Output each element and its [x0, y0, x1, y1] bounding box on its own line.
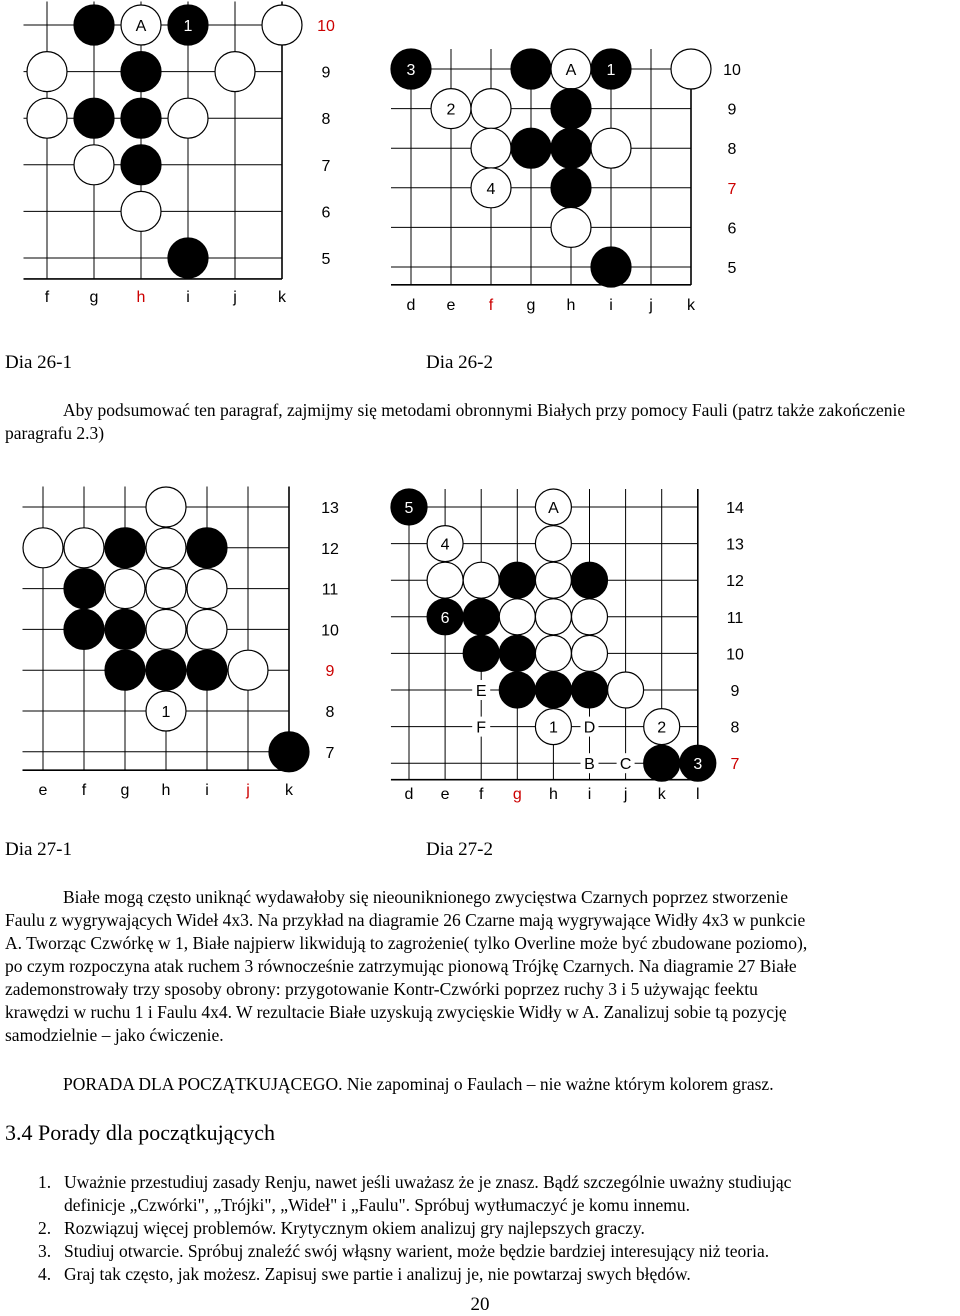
page-number: 20	[470, 1294, 490, 1315]
white-stone	[262, 5, 302, 45]
row-label: 9	[325, 663, 335, 681]
row-label: 10	[726, 646, 744, 664]
row-label: 6	[321, 204, 331, 222]
white-stone	[64, 528, 104, 568]
white-stone	[427, 562, 463, 598]
list-number: 4.	[38, 1264, 52, 1284]
col-label: d	[404, 786, 414, 803]
list-item	[5, 1240, 955, 1263]
row-label: 7	[730, 756, 740, 774]
stone-label: 4	[440, 536, 450, 554]
stone-label: A	[548, 500, 559, 517]
white-stone	[535, 599, 571, 635]
black-stone	[511, 49, 551, 89]
white-stone	[671, 49, 711, 89]
black-stone	[74, 98, 114, 138]
col-label: i	[186, 289, 190, 306]
col-label: d	[406, 297, 416, 314]
white-stone	[146, 609, 186, 649]
stone-label: 2	[446, 101, 456, 119]
paragraph-line: krawędzi w ruchu 1 i Faulu 4x4. W rezultacie Białe uzyskują zwycięskie Widły w A. Zanalizuj sobie tą pozycję	[5, 1002, 787, 1022]
col-label: j	[649, 297, 653, 314]
list-text: definicje „Czwórki", „Trójki", „Wideł" i „Faulu". Spróbuj wytłumaczyć je komu innemu.	[64, 1195, 690, 1215]
caption-dia26-1: Dia 26-1	[5, 352, 73, 373]
paragraph-intro: Aby podsumować ten paragraf, zajmijmy się metodami obronnymi Białych przy pomocy Fauli (patrz także zakończenie paragrafu 2.3)	[5, 400, 906, 443]
col-label: e	[38, 782, 48, 799]
black-stone	[499, 562, 535, 598]
row-label: 13	[726, 536, 744, 554]
col-label: e	[440, 786, 450, 803]
col-label: l	[696, 786, 700, 803]
white-stone	[105, 569, 145, 609]
white-stone	[463, 562, 499, 598]
col-label: f	[478, 786, 484, 803]
white-stone	[535, 562, 571, 598]
white-stone	[168, 98, 208, 138]
caption-dia27-1: Dia 27-1	[5, 839, 73, 860]
go-diagrams	[0, 0, 960, 340]
list-number: 2.	[38, 1218, 52, 1238]
list-number: 3.	[38, 1241, 52, 1261]
white-stone	[591, 128, 631, 168]
col-label: h	[161, 782, 171, 799]
row-label: 6	[727, 220, 737, 238]
white-stone	[215, 52, 255, 92]
board-dia26-2	[391, 49, 741, 314]
stone-label: A	[135, 18, 147, 35]
stone-label: 1	[606, 62, 616, 79]
white-stone	[27, 98, 67, 138]
point-marker: F	[476, 719, 487, 737]
col-label: i	[609, 297, 613, 314]
point-marker: C	[619, 756, 632, 774]
stone-label: 1	[161, 704, 171, 721]
col-label: j	[233, 289, 237, 306]
col-label: h	[566, 297, 576, 314]
black-stone	[187, 650, 227, 690]
row-label: 7	[321, 157, 331, 175]
list-text: Graj tak często, jak możesz. Zapisuj swe partie i analizuj je, nie powtarzaj swych błędów.	[64, 1264, 691, 1284]
col-label: f	[44, 289, 50, 306]
tips-list	[5, 1171, 955, 1286]
stone-label: 6	[440, 609, 450, 627]
black-stone	[168, 238, 208, 278]
col-label: k	[278, 289, 286, 306]
list-text: Uważnie przestudiuj zasady Renju, nawet jeśli uważasz że je znasz. Bądź szczególnie uważny studiując	[64, 1172, 792, 1192]
black-stone	[499, 635, 535, 671]
black-stone	[105, 609, 145, 649]
black-stone	[591, 247, 631, 287]
col-label: g	[526, 297, 536, 314]
row-label: 8	[325, 704, 335, 721]
stone-label: 5	[404, 500, 414, 517]
col-label: i	[205, 782, 209, 799]
black-stone	[463, 599, 499, 635]
row-label: 9	[321, 64, 331, 82]
white-stone	[572, 599, 608, 635]
white-stone	[551, 207, 591, 247]
black-stone	[64, 609, 104, 649]
stone-label: 4	[486, 180, 496, 198]
paragraph-line: A. Tworząc Czwórkę w 1, Białe najpierw likwidują to zagrożenie( tylko Overline może być zbudowane poziomo),	[5, 933, 808, 953]
col-label: f	[81, 782, 87, 799]
paragraph-line: Faulu z wygrywających Wideł 4x3. Na przykład na diagramie 26 Czarne mają wygrywające Widły 4x3 w punkcie	[5, 910, 806, 930]
black-stone	[463, 635, 499, 671]
white-stone	[535, 635, 571, 671]
row-label: 5	[727, 260, 737, 277]
paragraph-line: Białe mogą często uniknąć wydawałoby się nieouniknionego zwycięstwa Czarnych poprzez stworzenie	[63, 887, 789, 907]
black-stone	[146, 650, 186, 690]
caption-dia27-2: Dia 27-2	[426, 839, 494, 860]
row-label: 7	[325, 744, 335, 762]
col-label: f	[488, 297, 494, 314]
white-stone	[23, 528, 63, 568]
white-stone	[146, 487, 186, 527]
list-number: 1.	[38, 1172, 52, 1192]
row-label: 11	[726, 609, 744, 627]
white-stone	[572, 635, 608, 671]
board-dia27-2	[391, 489, 744, 803]
list-item	[5, 1217, 955, 1240]
paragraph-line: po czym rozpoczyna atak ruchem 3 równocześnie zatrzymując pionową Trójkę Czarnych. Na diagramie 27 Białe	[5, 956, 797, 976]
black-stone	[74, 5, 114, 45]
row-label: 12	[321, 540, 339, 558]
col-label: k	[687, 297, 695, 314]
list-item	[5, 1263, 955, 1286]
col-label: g	[512, 786, 522, 803]
list-text: Rozwiązuj więcej problemów. Krytycznym okiem analizuj gry najlepszych graczy.	[64, 1218, 645, 1238]
caption-dia26-2: Dia 26-2	[426, 352, 494, 373]
stone-label: 2	[657, 719, 667, 737]
black-stone	[535, 672, 571, 708]
col-label: e	[446, 297, 456, 314]
stone-label: A	[565, 62, 577, 79]
white-stone	[187, 569, 227, 609]
black-stone	[121, 145, 161, 185]
row-label: 13	[321, 500, 339, 517]
black-stone	[105, 650, 145, 690]
black-stone	[64, 569, 104, 609]
col-label: j	[246, 782, 250, 799]
black-stone	[187, 528, 227, 568]
col-label: k	[657, 786, 666, 803]
white-stone	[146, 528, 186, 568]
black-stone	[511, 128, 551, 168]
black-stone	[551, 168, 591, 208]
row-label: 10	[321, 622, 339, 640]
col-label: h	[548, 786, 558, 803]
white-stone	[608, 672, 644, 708]
white-stone	[74, 145, 114, 185]
paragraph-body	[5, 886, 955, 1047]
white-stone	[146, 569, 186, 609]
black-stone	[499, 672, 535, 708]
col-label: k	[285, 782, 293, 799]
black-stone	[572, 672, 608, 708]
row-label: 14	[726, 500, 744, 517]
black-stone	[121, 52, 161, 92]
point-marker: D	[583, 719, 596, 737]
white-stone	[471, 89, 511, 129]
stone-label: 1	[183, 18, 193, 35]
black-stone	[572, 562, 608, 598]
row-label: 8	[321, 111, 331, 129]
black-stone	[269, 732, 309, 772]
stone-label: 1	[548, 719, 558, 737]
black-stone	[644, 745, 680, 781]
black-stone	[551, 128, 591, 168]
white-stone	[471, 128, 511, 168]
diagrams-bottom	[0, 480, 960, 820]
go-diagrams-bottom	[0, 480, 960, 820]
row-label: 8	[730, 719, 740, 737]
row-label: 10	[723, 62, 741, 79]
col-label: i	[587, 786, 592, 803]
beginner-tip: PORADA DLA POCZĄTKUJĄCEGO. Nie zapominaj o Faulach – nie ważne którym kolorem grasz.	[63, 1074, 774, 1094]
list-item	[5, 1171, 955, 1217]
col-label: h	[136, 289, 146, 306]
board-dia26-1	[24, 2, 336, 307]
stone-label: 3	[693, 756, 703, 774]
white-stone	[121, 191, 161, 231]
white-stone	[499, 599, 535, 635]
paragraph-line: samodzielnie – jako ćwiczenie.	[5, 1025, 224, 1045]
white-stone	[535, 526, 571, 562]
row-label: 9	[727, 101, 737, 119]
row-label: 11	[321, 581, 339, 599]
row-label: 12	[726, 573, 744, 591]
row-label: 9	[730, 683, 740, 700]
row-label: 5	[321, 251, 331, 268]
row-label: 7	[727, 180, 737, 198]
black-stone	[105, 528, 145, 568]
board-dia27-1	[23, 487, 340, 800]
black-stone	[551, 89, 591, 129]
row-label: 8	[727, 141, 737, 159]
row-label: 10	[317, 18, 335, 35]
list-text: Studiuj otwarcie. Spróbuj znaleźć swój włąsny warient, może będzie bardziej interesujący niż teoria.	[64, 1241, 770, 1261]
point-marker: E	[475, 683, 487, 700]
diagrams-top	[0, 0, 960, 340]
col-label: g	[89, 289, 99, 306]
col-label: g	[120, 782, 130, 799]
stone-label: 3	[406, 62, 416, 79]
paragraph-line: zademonstrowały trzy sposoby obrony: przygotowanie Kontr-Czwórki poprzez ruchy 3 i 5 używając feektu	[5, 979, 758, 999]
black-stone	[121, 98, 161, 138]
point-marker: B	[584, 756, 595, 774]
section-heading: 3.4 Porady dla początkujących	[5, 1120, 276, 1145]
white-stone	[27, 52, 67, 92]
col-label: j	[623, 786, 628, 803]
white-stone	[187, 609, 227, 649]
white-stone	[228, 650, 268, 690]
